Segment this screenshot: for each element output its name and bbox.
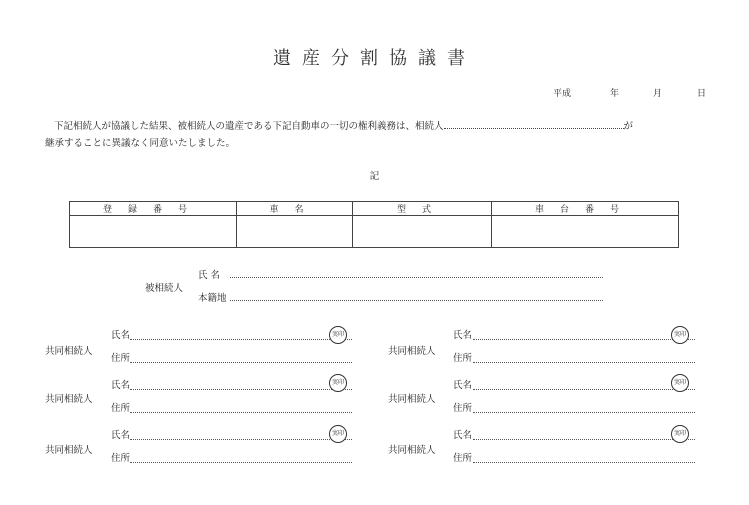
heir-name-label: 氏名 [111, 330, 131, 341]
ki-label: 記 [369, 171, 380, 182]
seal-icon: 実印 [671, 326, 689, 344]
cell-model[interactable] [353, 216, 492, 248]
intro-text: 下記相続人が協議した結果、被相続人の遺産である下記自動車の一切の権利義務は、相続人 [54, 121, 444, 132]
heir-name-line[interactable] [473, 389, 695, 390]
cell-car-name[interactable] [237, 216, 353, 248]
heir-name-label: 氏名 [453, 430, 473, 441]
vehicle-table-row [70, 216, 679, 248]
heir-label: 共同相続人 [45, 346, 93, 357]
header-model: 型式 [353, 202, 492, 216]
decedent-label: 被相続人 [145, 283, 184, 294]
heir-label: 共同相続人 [388, 346, 436, 357]
vehicle-table [69, 201, 679, 248]
heir-address-line[interactable] [473, 462, 695, 463]
heir-address-line[interactable] [473, 412, 695, 413]
heir-label: 共同相続人 [388, 394, 436, 405]
heir-name-line[interactable] [130, 339, 352, 340]
decedent-name-label: 氏 名 [198, 270, 221, 281]
heir-name-line[interactable] [473, 339, 695, 340]
date-month: 月 [653, 89, 663, 99]
heir-label: 共同相続人 [388, 445, 436, 456]
seal-icon: 実印 [329, 374, 347, 392]
cell-chassis-number[interactable] [492, 216, 679, 248]
seal-icon: 実印 [671, 425, 689, 443]
cell-registration[interactable] [70, 216, 237, 248]
date-year: 年 [610, 89, 620, 99]
heir-address-line[interactable] [130, 412, 352, 413]
date-era: 平成 [553, 89, 572, 99]
heir-blank-line[interactable] [444, 128, 624, 129]
intro-paragraph [45, 118, 715, 152]
heir-name-label: 氏名 [111, 430, 131, 441]
decedent-name-line[interactable] [230, 277, 603, 278]
seal-icon: 実印 [329, 326, 347, 344]
heir-address-label: 住所 [111, 353, 131, 364]
date-day: 日 [697, 89, 707, 99]
heir-address-label: 住所 [111, 403, 131, 414]
heir-name-label: 氏名 [453, 380, 473, 391]
heir-name-label: 氏名 [453, 330, 473, 341]
document-title: 遺産分割協議書 [273, 48, 476, 69]
heir-label: 共同相続人 [45, 394, 93, 405]
intro-line2: 継承することに異議なく同意いたしました。 [45, 138, 236, 149]
decedent-domicile-label: 本籍地 [198, 293, 227, 304]
heir-name-label: 氏名 [111, 380, 131, 391]
heir-address-line[interactable] [473, 362, 695, 363]
intro-ga: が [623, 121, 634, 132]
heir-address-label: 住所 [453, 403, 473, 414]
header-registration: 登録番号 [70, 202, 237, 216]
vehicle-table-header [70, 202, 679, 216]
header-chassis-number: 車台番号 [492, 202, 679, 216]
heir-name-line[interactable] [130, 439, 352, 440]
seal-icon: 実印 [671, 374, 689, 392]
heir-address-line[interactable] [130, 362, 352, 363]
heir-name-line[interactable] [130, 389, 352, 390]
heir-address-label: 住所 [453, 353, 473, 364]
heir-name-line[interactable] [473, 439, 695, 440]
header-car-name: 車名 [237, 202, 353, 216]
heir-address-label: 住所 [111, 453, 131, 464]
decedent-domicile-line[interactable] [230, 300, 603, 301]
heir-address-line[interactable] [130, 462, 352, 463]
heir-address-label: 住所 [453, 453, 473, 464]
seal-icon: 実印 [329, 425, 347, 443]
heir-label: 共同相続人 [45, 445, 93, 456]
